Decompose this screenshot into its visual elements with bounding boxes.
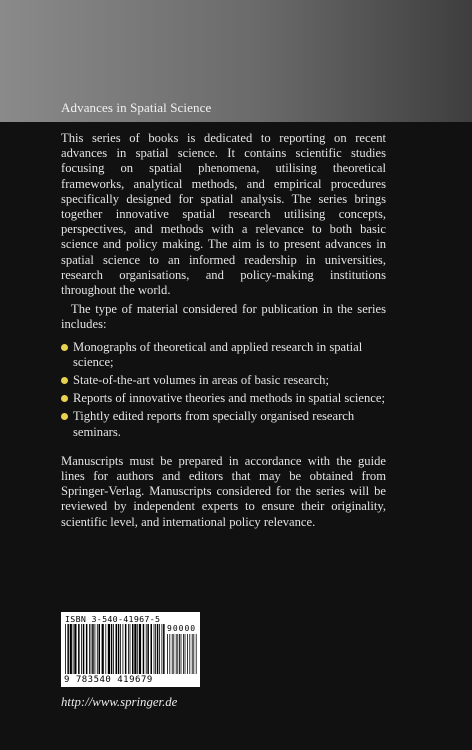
barcode-bar xyxy=(99,624,101,674)
barcode-bar xyxy=(108,624,110,674)
barcode-bar xyxy=(91,624,92,674)
bullet-list xyxy=(61,340,386,440)
list-item: Monographs of theoretical and applied research in spatial science; xyxy=(61,340,386,370)
isbn-label: ISBN 3-540-41967-5 xyxy=(65,614,161,624)
barcode-bar xyxy=(86,624,88,674)
barcode-bar xyxy=(102,624,104,674)
manuscripts-paragraph: Manuscripts must be prepared in accordance with the guide lines for authors and editors that may be obtained from Springer-Verlag. Manuscripts considered for the series will be reviewed by independent experts to ensure their originality, scientific level, and international policy relevance. xyxy=(61,453,386,529)
addon-bars-icon xyxy=(167,634,197,674)
barcode-bar xyxy=(183,634,184,674)
barcode-bar xyxy=(81,624,82,674)
back-cover-text xyxy=(61,131,386,530)
barcode-bars-icon xyxy=(65,624,165,674)
bullet-dot-icon xyxy=(61,413,68,420)
barcode-bar xyxy=(157,624,159,674)
barcode-bar xyxy=(116,624,118,674)
barcode-bar xyxy=(95,624,96,674)
intro-paragraph: This series of books is dedicated to reporting on recent advances in spatial science. It contains scientific studies focusing on spatial phenomena, utilising theoretical frameworks, analytical methods, and empirical procedures specifically designed for spatial analysis. The series brings together innovative spatial research utilising concepts, perspectives, and methods with a relevance to both basic science and policy making. The aim is to present advances in spatial science to an informed readership in universities, research organisations, and policy-making institutions throughout the world. xyxy=(61,131,386,298)
material-paragraph: The type of material considered for publication in the series includes: xyxy=(61,302,386,332)
addon-digits: 90000 xyxy=(167,624,197,633)
barcode-bar xyxy=(113,624,114,674)
barcode-bar xyxy=(78,624,80,674)
barcode-bar xyxy=(105,624,106,674)
series-title: Advances in Spatial Science xyxy=(61,100,212,115)
barcode-bar xyxy=(163,624,165,674)
barcode-bar xyxy=(130,624,131,674)
list-item: Tightly edited reports from specially organised research seminars. xyxy=(61,409,386,439)
barcode-bar xyxy=(189,634,190,674)
barcode-bar xyxy=(192,634,193,674)
barcode-bar xyxy=(67,624,69,674)
barcode-bar xyxy=(162,624,163,674)
barcode-bar xyxy=(132,624,134,674)
barcode-bar xyxy=(187,634,188,674)
barcode-bar xyxy=(128,624,129,674)
bullet-dot-icon xyxy=(61,395,68,402)
barcode-bar xyxy=(151,624,153,674)
list-item: Reports of innovative theories and methods in spatial science; xyxy=(61,391,386,406)
barcode-bar xyxy=(118,624,120,674)
barcode-bar xyxy=(125,624,127,674)
bullet-dot-icon xyxy=(61,377,68,384)
bullet-dot-icon xyxy=(61,344,68,351)
barcode-bar xyxy=(155,624,156,674)
barcode-bar xyxy=(181,634,182,674)
barcode-bar xyxy=(74,624,76,674)
ean-digits: 9 783540 419679 xyxy=(64,675,153,685)
barcode-bar xyxy=(172,634,173,674)
barcode-bar xyxy=(193,634,194,674)
isbn-barcode xyxy=(61,612,200,687)
barcode-bar xyxy=(70,624,72,674)
barcode-bar xyxy=(137,624,138,674)
barcode-bar xyxy=(154,624,155,674)
barcode-bar xyxy=(97,624,98,674)
barcode-bar xyxy=(139,624,141,674)
barcode-bar xyxy=(185,634,186,674)
barcode-bar xyxy=(120,624,121,674)
list-item: State-of-the-art volumes in areas of basic research; xyxy=(61,373,386,388)
barcode-bar xyxy=(83,624,85,674)
barcode-bar xyxy=(176,634,177,674)
barcode-bar xyxy=(159,624,160,674)
barcode-bar xyxy=(134,624,136,674)
barcode-bar xyxy=(73,624,74,674)
publisher-url[interactable]: http://www.springer.de xyxy=(61,695,178,709)
barcode-bar xyxy=(147,624,149,674)
barcode-bar xyxy=(196,634,197,674)
barcode-bar xyxy=(169,634,170,674)
barcode-bar xyxy=(65,624,66,674)
barcode-bar xyxy=(167,634,168,674)
barcode-bar xyxy=(111,624,113,674)
barcode-bar xyxy=(143,624,145,674)
barcode-bar xyxy=(146,624,147,674)
barcode-bar xyxy=(89,624,90,674)
barcode-bar xyxy=(92,624,94,674)
barcode-bar xyxy=(123,624,124,674)
barcode-bar xyxy=(177,634,178,674)
header-band xyxy=(0,0,472,122)
barcode-bar xyxy=(173,634,174,674)
barcode-bar xyxy=(179,634,180,674)
